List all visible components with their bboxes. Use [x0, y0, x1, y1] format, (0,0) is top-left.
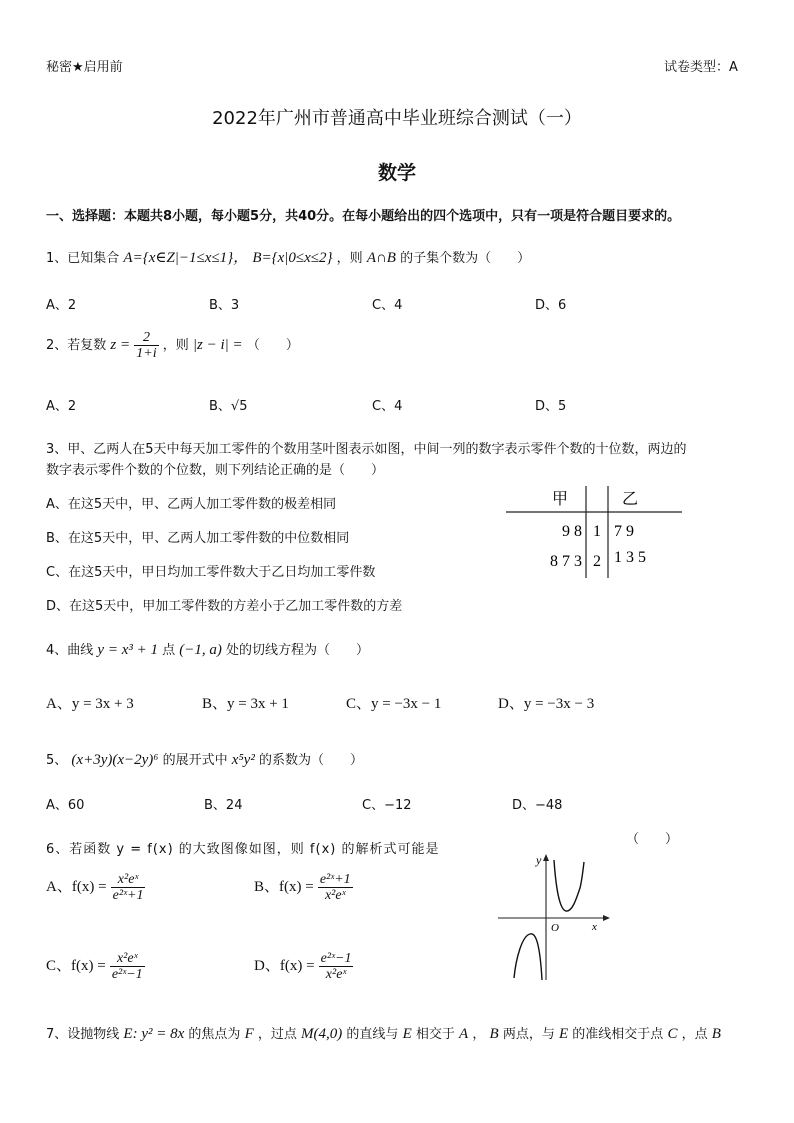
q7-focus-f: F — [244, 1026, 254, 1042]
q6-option-d-denominator: x²eˣ — [325, 967, 347, 982]
q6-option-c-fraction — [110, 951, 145, 982]
stem-plot-row2-right: 1 3 5 — [614, 549, 646, 566]
q7-point-b: B — [489, 1026, 499, 1042]
stem-plot-row1-left: 9 8 — [562, 523, 582, 540]
q7-mid7: ，点 — [681, 1027, 708, 1042]
q7-mid4: 相交于 — [415, 1027, 455, 1042]
q1-set-a: A={x∈Z|−1≤x≤1}， — [123, 250, 249, 266]
q4-option-c: C、y = −3x − 1 — [346, 696, 442, 712]
q3-option-d: D、在这5天中，甲加工零件数的方差小于乙加工零件数的方差 — [46, 599, 403, 614]
q4-mid: 点 — [162, 643, 176, 658]
q6-option-a-fraction — [111, 872, 146, 903]
q6-option-a — [46, 872, 145, 903]
q6-option-a-denominator: e²ˣ+1 — [112, 888, 144, 903]
q3-option-b: B、在这5天中，甲、乙两人加工零件数的中位数相同 — [46, 531, 350, 546]
q6-option-b-label: B、f(x) = — [254, 879, 314, 895]
q7-e2: E — [558, 1026, 569, 1042]
q5-prefix: 5、 — [46, 753, 68, 768]
stem-leaf-plot — [500, 482, 690, 582]
q7-mid1: 的焦点为 — [188, 1027, 241, 1042]
q2-denominator: 1+i — [136, 346, 157, 361]
q6-option-b-numerator: e²ˣ+1 — [319, 872, 351, 887]
q5-term: x⁵y² — [231, 752, 255, 768]
q6-option-a-numerator: x²eˣ — [111, 872, 146, 888]
q6-option-d-fraction — [319, 951, 354, 982]
q7-e1: E — [402, 1026, 412, 1042]
question-5 — [46, 749, 363, 769]
q6-paren: （ ） — [626, 832, 679, 847]
q2-option-c: C、4 — [372, 399, 403, 414]
q5-expr: (x+3y)(x−2y)⁶ — [71, 752, 159, 768]
q4-option-b: B、y = 3x + 1 — [202, 696, 289, 712]
subject-title: 数学 — [377, 162, 416, 184]
exam-title: 2022年广州市普通高中毕业班综合测试（一） — [212, 108, 582, 129]
graph-y-arrow — [543, 854, 549, 861]
q6-function-graph — [494, 850, 614, 985]
graph-right-branch — [554, 860, 584, 911]
q5-option-b: B、24 — [204, 798, 243, 813]
section-heading: 一、选择题：本题共8小题，每小题5分，共40分。在每小题给出的四个选项中，只有一项是符合题目要求的。 — [46, 209, 681, 224]
q6-option-d-label: D、f(x) = — [254, 958, 315, 974]
q3-line-2: 数字表示零件个数的个位数，则下列结论正确的是（ ） — [46, 463, 385, 478]
q3-option-c: C、在这5天中，甲日均加工零件数大于乙日均加工零件数 — [46, 565, 376, 580]
q7-mid5: 两点，与 — [502, 1027, 555, 1042]
q2-numerator: 2 — [134, 330, 158, 346]
q6-option-c-numerator: x²eˣ — [110, 951, 145, 967]
q2-fraction — [134, 330, 158, 361]
q3-option-a: A、在这5天中，甲、乙两人加工零件数的极差相同 — [46, 497, 337, 512]
q1-set-b: B={x|0≤x≤2} — [252, 250, 333, 266]
q2-option-b: B、√5 — [209, 399, 248, 414]
q4-tail: 处的切线方程为（ ） — [226, 643, 370, 658]
q6-option-b — [254, 872, 353, 903]
q2-option-d: D、5 — [535, 399, 567, 414]
q7-prefix: 7、设抛物线 — [46, 1027, 120, 1042]
stem-plot-right-header: 乙 — [622, 491, 639, 508]
stem-plot-row2-stem: 2 — [593, 553, 601, 570]
q2-mid: ，则 — [162, 338, 189, 353]
question-4 — [46, 639, 369, 659]
q6-option-c-denominator: e²ˣ−1 — [111, 967, 143, 982]
graph-y-label: y — [536, 853, 542, 867]
q6-question-text: 6、若函数 y = f(x) 的大致图像如图，则 f(x) 的解析式可能是 — [46, 842, 440, 857]
paper-type-label: 试卷类型：A — [664, 60, 738, 75]
q7-mid6: 的准线相交于点 — [572, 1027, 664, 1042]
q5-mid: 的展开式中 — [162, 753, 228, 768]
q5-tail: 的系数为（ ） — [258, 753, 363, 768]
q6-option-c-label: C、f(x) = — [46, 958, 106, 974]
q2-prefix: 2、若复数 — [46, 338, 107, 353]
q5-option-d: D、−48 — [512, 798, 563, 813]
question-1 — [46, 246, 530, 267]
q7-point-c: C — [667, 1026, 678, 1042]
q1-option-c: C、4 — [372, 298, 403, 313]
q6-option-b-denominator: x²eˣ — [324, 888, 346, 903]
q6-option-d — [254, 951, 353, 982]
q7-comma: ， — [472, 1027, 486, 1042]
question-2 — [46, 330, 299, 361]
secret-label: 秘密★启用前 — [46, 60, 123, 75]
q6-option-a-label: A、f(x) = — [46, 879, 107, 895]
q6-option-b-fraction — [318, 872, 353, 903]
q4-prefix: 4、曲线 — [46, 643, 94, 658]
q3-line-1: 3、甲、乙两人在5天中每天加工零件的个数用茎叶图表示如图，中间一列的数字表示零件个数的十位数，两边的 — [46, 442, 687, 457]
q4-option-d: D、y = −3x − 3 — [498, 696, 595, 712]
stem-plot-row1-right: 7 9 — [614, 523, 634, 540]
q5-option-a: A、60 — [46, 798, 85, 813]
q7-mid2: ，过点 — [257, 1027, 297, 1042]
q2-option-a: A、2 — [46, 399, 77, 414]
graph-left-branch — [514, 934, 542, 980]
q1-option-d: D、6 — [535, 298, 567, 313]
graph-x-arrow — [603, 915, 610, 921]
q6-option-c — [46, 951, 145, 982]
q4-option-a: A、y = 3x + 3 — [46, 696, 134, 712]
graph-x-label: x — [592, 921, 597, 933]
stem-plot-row2-left: 8 7 3 — [550, 553, 582, 570]
q7-point-m: M(4,0) — [301, 1026, 343, 1042]
q1-post: ，则 — [336, 251, 363, 266]
q2-tail: （ ） — [246, 338, 299, 353]
q1-option-a: A、2 — [46, 298, 77, 313]
q4-curve: y = x³ + 1 — [97, 642, 158, 658]
q7-curve: E: y² = 8x — [123, 1026, 185, 1042]
q1-prefix: 1、已知集合 — [46, 251, 120, 266]
q2-abs-expr: |z − i| = — [192, 337, 243, 353]
stem-plot-row1-stem: 1 — [593, 523, 601, 540]
q1-option-b: B、3 — [209, 298, 240, 313]
graph-origin-label: O — [551, 922, 559, 934]
q6-option-d-numerator: e²ˣ−1 — [320, 951, 352, 966]
q7-mid3: 的直线与 — [346, 1027, 399, 1042]
q4-point: (−1, a) — [179, 642, 222, 658]
stem-plot-left-header: 甲 — [552, 491, 569, 508]
question-7 — [46, 1023, 721, 1043]
q7-point-b2: B — [711, 1026, 721, 1042]
q1-tail: 的子集个数为（ ） — [400, 251, 531, 266]
q2-z: z = — [110, 337, 131, 353]
q7-point-a: A — [459, 1026, 469, 1042]
q5-option-c: C、−12 — [362, 798, 412, 813]
q1-expr: A∩B — [366, 250, 396, 266]
